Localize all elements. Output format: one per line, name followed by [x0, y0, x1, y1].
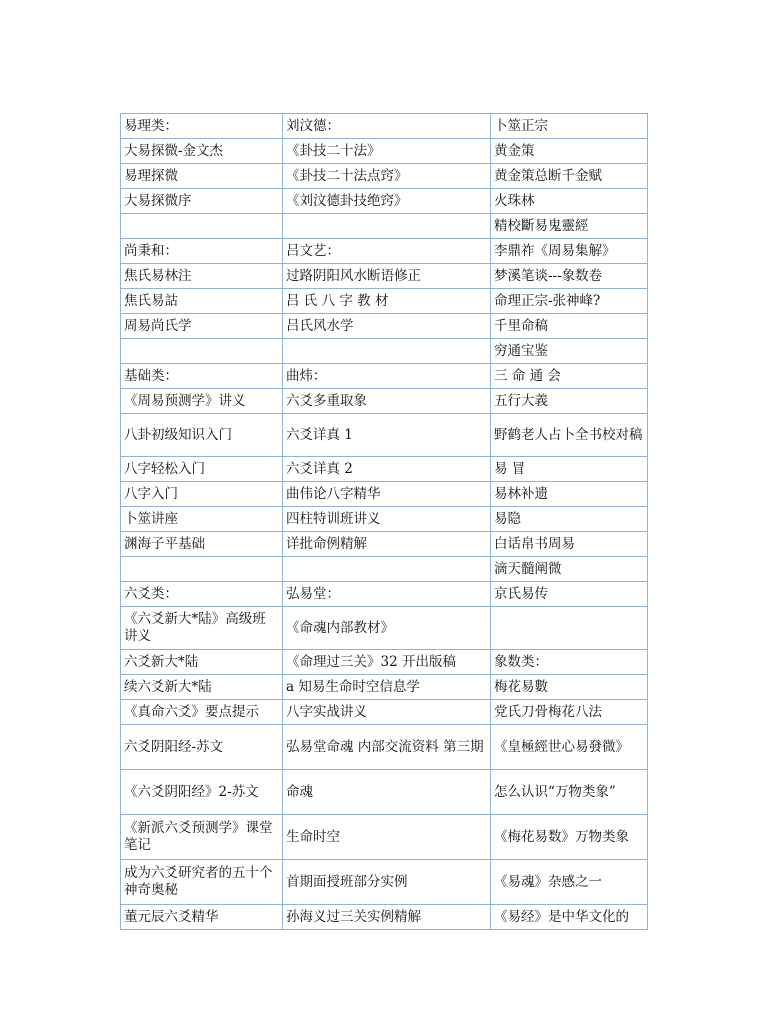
table-cell: 易理类：: [121, 114, 283, 139]
table-cell: 大易探微-金文杰: [121, 139, 283, 164]
table-cell: 曲炜：: [283, 364, 491, 389]
table-cell: 党氏刀骨梅花八法: [491, 700, 648, 725]
table-cell: 八字轻松入门: [121, 457, 283, 482]
table-cell: 弘易堂命魂 内部交流资料 第三期: [283, 725, 491, 770]
table-cell: 六爻详真 2: [283, 457, 491, 482]
table-cell: 黄金策: [491, 139, 648, 164]
table-cell: 梅花易數: [491, 675, 648, 700]
table-cell: 《易魂》杂感之一: [491, 860, 648, 905]
table-row: [121, 507, 648, 532]
table-cell: 《新派六爻预测学》课堂笔记: [121, 815, 283, 860]
table-row: [121, 457, 648, 482]
table-cell: 卜筮正宗: [491, 114, 648, 139]
table-row: [121, 725, 648, 770]
table-row: [121, 189, 648, 214]
table-cell: 《真命六爻》要点提示: [121, 700, 283, 725]
table-cell: 六爻阴阳经-苏文: [121, 725, 283, 770]
table-row: [121, 164, 648, 189]
table-row: [121, 289, 648, 314]
table-cell: 《命理过三关》32 开出版稿: [283, 650, 491, 675]
table-row: [121, 860, 648, 905]
table-cell: 黄金策总断千金赋: [491, 164, 648, 189]
table-cell: 八卦初级知识入门: [121, 414, 283, 457]
table-cell: 五行大義: [491, 389, 648, 414]
table-row: [121, 582, 648, 607]
table-cell: 孙海义过三关实例精解: [283, 905, 491, 930]
table-row: [121, 264, 648, 289]
table-cell: 象数类：: [491, 650, 648, 675]
table-cell: [491, 607, 648, 650]
table-cell: [283, 557, 491, 582]
table-cell: 李鼎祚《周易集解》: [491, 239, 648, 264]
table-cell: 易理探微: [121, 164, 283, 189]
table-cell: 四柱特训班讲义: [283, 507, 491, 532]
table-row: [121, 364, 648, 389]
table-cell: 穷通宝鉴: [491, 339, 648, 364]
table-cell: 卜筮讲座: [121, 507, 283, 532]
table-cell: 八字实战讲义: [283, 700, 491, 725]
table-cell: 《皇極經世心易發微》: [491, 725, 648, 770]
table-cell: 首期面授班部分实例: [283, 860, 491, 905]
table-cell: 《六爻阴阳经》2-苏文: [121, 770, 283, 815]
table-cell: 《刘汶德卦技绝窍》: [283, 189, 491, 214]
table-cell: 成为六爻研究者的五十个神奇奥秘: [121, 860, 283, 905]
table-cell: 野鹤老人占卜全书校对稿: [491, 414, 648, 457]
table-cell: [121, 214, 283, 239]
table-row: [121, 139, 648, 164]
table-row: [121, 532, 648, 557]
table-cell: 详批命例精解: [283, 532, 491, 557]
table-cell: 滴天髓阐微: [491, 557, 648, 582]
table-cell: 易隐: [491, 507, 648, 532]
table-row: [121, 339, 648, 364]
table-cell: 火珠林: [491, 189, 648, 214]
table-cell: 易 冒: [491, 457, 648, 482]
table-cell: 八字入门: [121, 482, 283, 507]
table-row: [121, 675, 648, 700]
table-row: [121, 650, 648, 675]
table-cell: 吕文艺：: [283, 239, 491, 264]
table-row: [121, 557, 648, 582]
table-cell: 《梅花易数》万物类象: [491, 815, 648, 860]
table-cell: 《易经》是中华文化的: [491, 905, 648, 930]
table-cell: 梦溪笔谈---象数卷: [491, 264, 648, 289]
table-cell: 《卦技二十法》: [283, 139, 491, 164]
table-cell: 《卦技二十法点窍》: [283, 164, 491, 189]
table-cell: a 知易生命时空信息学: [283, 675, 491, 700]
table-row: [121, 770, 648, 815]
table-body: [121, 114, 648, 930]
table-cell: 焦氏易詁: [121, 289, 283, 314]
table-cell: 精校斷易鬼靈經: [491, 214, 648, 239]
table-cell: 京氏易传: [491, 582, 648, 607]
table-cell: 《六爻新大*陆》高级班讲义: [121, 607, 283, 650]
table-cell: 怎么认识“万物类象”: [491, 770, 648, 815]
table-cell: 渊海子平基础: [121, 532, 283, 557]
table-row: [121, 815, 648, 860]
table-cell: 弘易堂：: [283, 582, 491, 607]
table-cell: [121, 557, 283, 582]
table-cell: 白话帛书周易: [491, 532, 648, 557]
table-cell: 命魂: [283, 770, 491, 815]
table-cell: 生命时空: [283, 815, 491, 860]
table-cell: 《命魂内部教材》: [283, 607, 491, 650]
table-cell: 刘汶德：: [283, 114, 491, 139]
table-cell: 千里命稿: [491, 314, 648, 339]
table-cell: 尚秉和：: [121, 239, 283, 264]
table-cell: 吕氏风水学: [283, 314, 491, 339]
table-cell: 过路阴阳风水断语修正: [283, 264, 491, 289]
table-cell: 六爻类：: [121, 582, 283, 607]
table-row: [121, 482, 648, 507]
table-row: [121, 389, 648, 414]
table-row: [121, 239, 648, 264]
table-cell: 曲伟论八字精华: [283, 482, 491, 507]
table-cell: [283, 214, 491, 239]
table-cell: 董元辰六爻精华: [121, 905, 283, 930]
table-row: [121, 700, 648, 725]
table-cell: 三 命 通 会: [491, 364, 648, 389]
table-row: [121, 607, 648, 650]
table-row: [121, 314, 648, 339]
table-row: [121, 214, 648, 239]
table-cell: 焦氏易林注: [121, 264, 283, 289]
table-cell: [283, 339, 491, 364]
table-cell: 六爻多重取象: [283, 389, 491, 414]
table-cell: 命理正宗-张神峰?: [491, 289, 648, 314]
table-row: [121, 414, 648, 457]
table-cell: 易林补遗: [491, 482, 648, 507]
table-cell: 《周易预测学》讲义: [121, 389, 283, 414]
table-cell: [121, 339, 283, 364]
table-cell: 续六爻新大*陆: [121, 675, 283, 700]
document-page: [120, 113, 647, 930]
book-list-table: [120, 113, 648, 930]
table-row: [121, 905, 648, 930]
table-cell: 周易尚氏学: [121, 314, 283, 339]
table-cell: 基础类：: [121, 364, 283, 389]
table-cell: 六爻详真 1: [283, 414, 491, 457]
table-cell: 吕 氏 八 字 教 材: [283, 289, 491, 314]
table-cell: 六爻新大*陆: [121, 650, 283, 675]
table-cell: 大易探微序: [121, 189, 283, 214]
table-row: [121, 114, 648, 139]
